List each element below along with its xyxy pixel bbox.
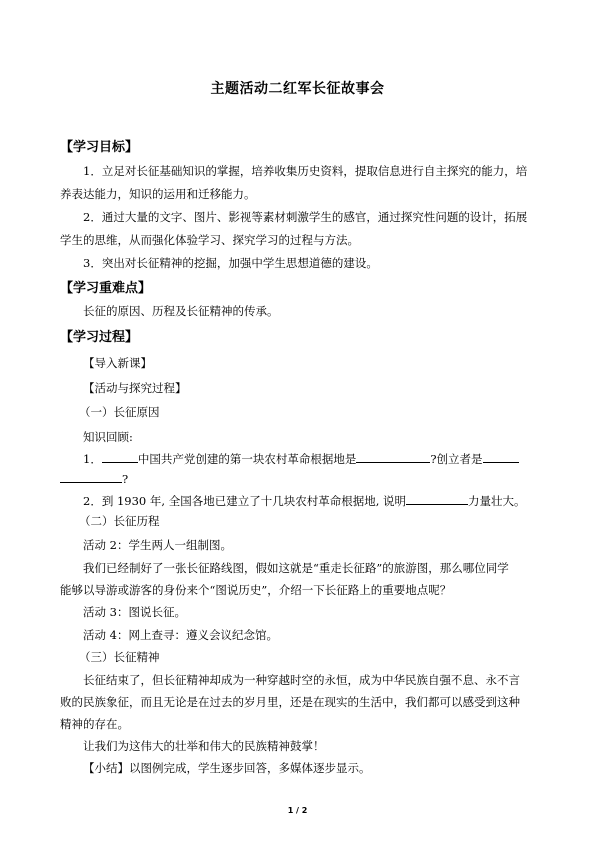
objective-line-2: 养表达能力，知识的运用和迁移能力。 [60, 187, 256, 201]
objective-line-5: 3．突出对长征精神的挖掘，加强中学生思想道德的建设。 [83, 256, 378, 270]
activity-4: 活动 4：网上查寻：遵义会议纪念馆。 [83, 628, 278, 642]
part1-heading: （一）长征原因 [79, 405, 160, 419]
answer-blank-1[interactable] [102, 450, 138, 463]
activity-tag: 【活动与探究过程】 [83, 381, 187, 395]
heading-process: 【学习过程】 [60, 330, 139, 345]
part2-heading: （二）长征历程 [79, 514, 160, 528]
question-1-text-2: ?创立者是 [430, 452, 483, 466]
heading-objectives: 【学习目标】 [60, 140, 139, 155]
question-1-text: 中国共产党创建的第一块农村革命根据地是 [137, 452, 357, 466]
intro-tag: 【导入新课】 [83, 356, 152, 370]
summary-tag: 【小结】 [83, 761, 129, 775]
answer-blank-3[interactable] [483, 450, 519, 463]
paragraph-line-1: 我们已经制好了一张长征路线图，假如这就是“重走长征路”的旅游图，那么哪位同学 [83, 561, 509, 575]
answer-blank-5[interactable] [406, 492, 468, 505]
spirit-line-1: 长征结束了，但长征精神却成为一种穿越时空的永恒，成为中华民族自强不息、永不言 [83, 673, 520, 687]
spirit-line-4: 让我们为这伟大的壮举和伟大的民族精神鼓掌！ [83, 739, 325, 753]
objective-line-4: 学生的思维，从而强化体验学习、探究学习的过程与方法。 [60, 233, 359, 247]
summary-line [83, 760, 371, 776]
question-2 [83, 492, 526, 509]
summary-text: 以图例完成，学生逐步回答，多媒体逐步显示。 [129, 761, 371, 775]
review-label: 知识回顾: [83, 430, 133, 444]
heading-key-points: 【学习重难点】 [60, 281, 152, 296]
part3-heading: （三）长征精神 [79, 650, 160, 664]
question-1-end: ? [122, 472, 129, 486]
question-2-end: 力量壮大。 [468, 494, 526, 508]
question-1-number: 1． [83, 452, 102, 466]
objective-line-3: 2．通过大量的文字、图片、影视等素材刺激学生的感官，通过探究性问题的设计，拓展 [83, 210, 528, 224]
page-title: 主题活动二红军长征故事会 [210, 81, 385, 97]
question-1 [83, 450, 519, 467]
answer-blank-2[interactable] [356, 450, 430, 463]
page-number: 1 / 2 [287, 806, 308, 815]
activity-2: 活动 2：学生两人一组制图。 [83, 538, 232, 552]
key-points-line-1: 长征的原因、历程及长征精神的传承。 [83, 304, 279, 318]
spirit-line-2: 败的民族象征，而且无论是在过去的岁月里，还是在现实的生活中，我们都可以感受到这种 [60, 695, 520, 709]
activity-3: 活动 3：图说长征。 [83, 605, 186, 619]
spirit-line-3: 精神的存在。 [60, 717, 129, 731]
paragraph-line-2: 能够以导游或游客的身份来个“图说历史”，介绍一下长征路上的重要地点呢？ [60, 583, 452, 597]
question-2-text: 2．到 1930 年, 全国各地已建立了十几块农村革命根据地, 说明 [83, 494, 407, 508]
answer-blank-4[interactable] [60, 470, 122, 483]
question-1-continued [60, 470, 128, 487]
objective-line-1: 1．立足对长征基础知识的掌握，培养收集历史资料，提取信息进行自主探究的能力，培 [83, 164, 528, 178]
